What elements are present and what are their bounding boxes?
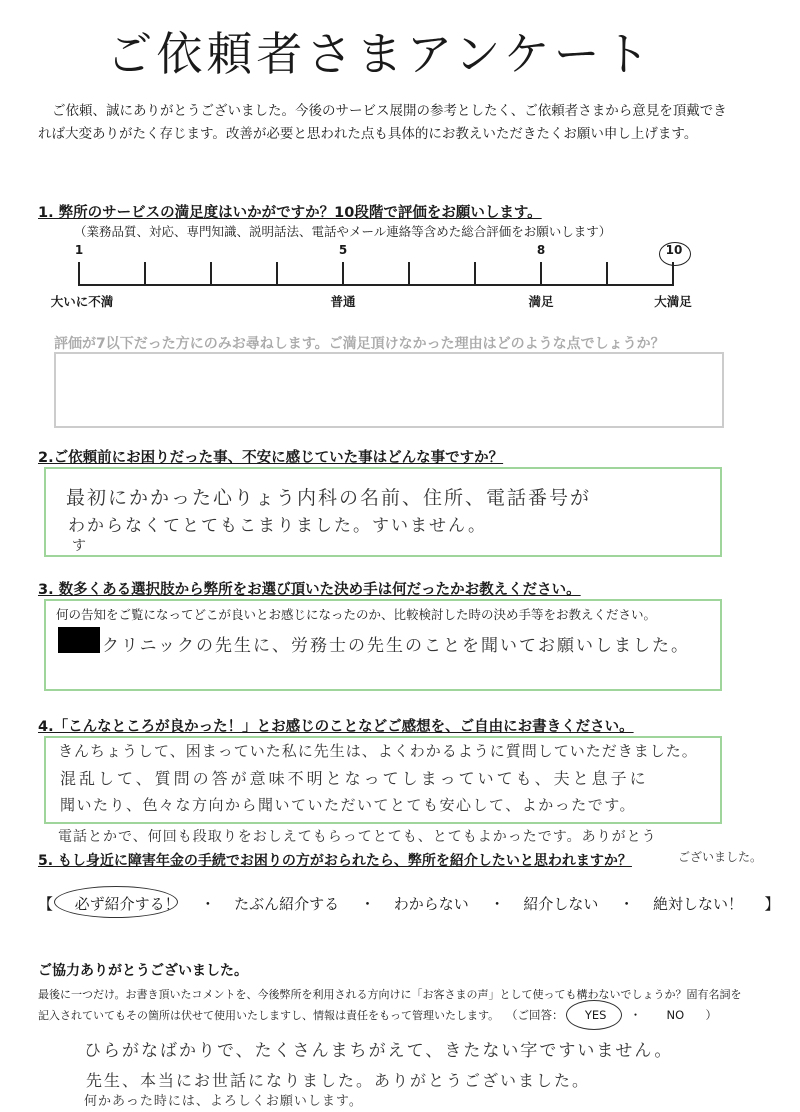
scale-label-10: 大満足 <box>654 294 692 309</box>
scale-label-5: 普通 <box>330 294 356 309</box>
scale-tick[interactable] <box>210 262 212 285</box>
q1-followup-question: 評価が7以下だった方にのみお尋ねします。ご満足頂けなかった理由はどのような点でしょうか？ <box>54 336 665 352</box>
q1-heading: 1. 弊所のサービスの満足度はいかがですか？10段階で評価をお願いします。 <box>38 205 542 221</box>
q5-heading: 5. もし身近に障害年金の手続でお困りの方がおられたら、弊所を紹介したいと思われますか？ <box>38 853 632 869</box>
q2-answer-box[interactable] <box>44 467 722 557</box>
scale-tick[interactable] <box>474 262 476 285</box>
q3-answer: クリニックの先生に、労務士の先生のことを聞いてお願いしました。 <box>102 636 690 656</box>
bracket: 】 <box>764 895 780 913</box>
scale-tick[interactable] <box>606 262 608 285</box>
q4-answer-line: ございました。 <box>678 850 763 864</box>
q4-answer-line: きんちょうして、困まっていた私に先生は、よくわかるように質問していただきました。 <box>58 742 698 760</box>
closing-handwritten-line: 何かあった時には、よろしくお願いします。 <box>84 1094 363 1109</box>
closing-handwritten-line: 先生、本当にお世話になりました。ありがとうございました。 <box>86 1071 591 1090</box>
scale-line <box>78 284 674 286</box>
q4-answer-line: 混乱して、質問の答が意味不明となってしまっていても、夫と息子に <box>60 769 649 788</box>
page-title: ご依頼者さまアンケート <box>106 27 654 81</box>
q5-option[interactable]: 紹介しない <box>523 895 599 913</box>
consent-yes[interactable]: YES <box>584 1008 607 1022</box>
separator-dot: ・ <box>489 895 505 913</box>
q5-option[interactable]: 絶対しない！ <box>652 895 743 913</box>
q2-answer-line: す <box>72 538 88 554</box>
separator-dot: ・ <box>359 895 375 913</box>
q5-option[interactable]: たぶん紹介する <box>234 895 340 913</box>
bracket: 【 <box>38 895 54 913</box>
q3-answer-box[interactable] <box>44 599 722 691</box>
scale-tick[interactable] <box>78 262 80 285</box>
scale-number-5: 5 <box>338 243 348 257</box>
scale-tick[interactable] <box>408 262 410 285</box>
scale-number-8: 8 <box>536 243 546 257</box>
scale-number-1: 1 <box>74 243 84 257</box>
q5-option[interactable]: わからない <box>393 895 469 913</box>
separator-dot: ・ <box>619 895 635 913</box>
q4-answer-box[interactable] <box>44 736 722 824</box>
q2-answer-line: 最初にかかった心りょう内科の名前、住所、電話番号が <box>66 487 592 509</box>
consent-no[interactable]: NO <box>666 1008 685 1022</box>
q1-subtext: （業務品質、対応、専門知識、説明話法、電話やメール連絡等含めた総合評価をお願いします） <box>74 224 612 239</box>
q4-heading: 4.「こんなところが良かった！」とお感じのことなどご感想を、ご自由にお書きください。 <box>38 719 634 735</box>
selected-rating-circle <box>659 242 691 266</box>
redaction-block <box>58 627 100 653</box>
q3-subtext: 何の告知をご覧になってどこが良いとお感じになったのか、比較検討した時の決め手等をお教えください。 <box>56 607 657 622</box>
separator-dot: ・ <box>629 1008 642 1022</box>
selected-option-circle <box>54 886 178 918</box>
scale-label-8: 満足 <box>528 294 554 309</box>
q5-option[interactable]: 必ず紹介する！ <box>74 895 180 913</box>
closing-text: 最後に一つだけ。お書き頂いたコメントを、今後弊所を利用される方向けに「お客さまの声」として使っても構わないでしょうか？固有名詞を <box>38 988 742 1001</box>
scale-tick[interactable] <box>342 262 344 285</box>
scale-tick[interactable] <box>144 262 146 285</box>
q1-followup-answer-box[interactable] <box>54 352 724 428</box>
intro-text: ご依頼、誠にありがとうございました。今後のサービス展開の参考としたく、ご依頼者さまから意見を頂戴できれば大変ありがたく存じます。改善が必要と思われた点も具体的にお教えいただきたくお願い申し上げます。 <box>38 103 727 142</box>
scale-number-10: 10 <box>665 243 683 257</box>
consent-label: （ご回答： <box>506 1008 564 1022</box>
closing-handwritten-line: ひらがなばかりで、たくさんまちがえて、きたない字ですいません。 <box>84 1041 674 1061</box>
scale-tick[interactable] <box>540 262 542 285</box>
scale-label-1: 大いに不満 <box>50 294 114 309</box>
closing-text: 記入されていてもその箇所は伏せて使用いたしますし、情報は責任をもって管理いたします。 <box>38 1009 500 1022</box>
paren: ） <box>705 1008 717 1022</box>
separator-dot: ・ <box>200 895 216 913</box>
q4-answer-line: 電話とかで、何回も段取りをおしえてもらってとても、とてもよかったです。ありがとう <box>58 829 657 845</box>
q4-answer-line: 聞いたり、色々な方向から聞いていただいてとても安心して、よかったです。 <box>60 796 637 814</box>
q3-heading: 3. 数多くある選択肢から弊所をお選び頂いた決め手は何だったかお教えください。 <box>38 582 581 598</box>
q2-heading: 2.ご依頼前にお困りだった事、不安に感じていた事はどんな事ですか？ <box>38 450 504 466</box>
scale-tick[interactable] <box>276 262 278 285</box>
closing-heading: ご協力ありがとうございました。 <box>38 963 248 979</box>
selected-consent-circle <box>566 1000 622 1030</box>
q2-answer-line: わからなくてとてもこまりました。すいません。 <box>68 516 488 536</box>
